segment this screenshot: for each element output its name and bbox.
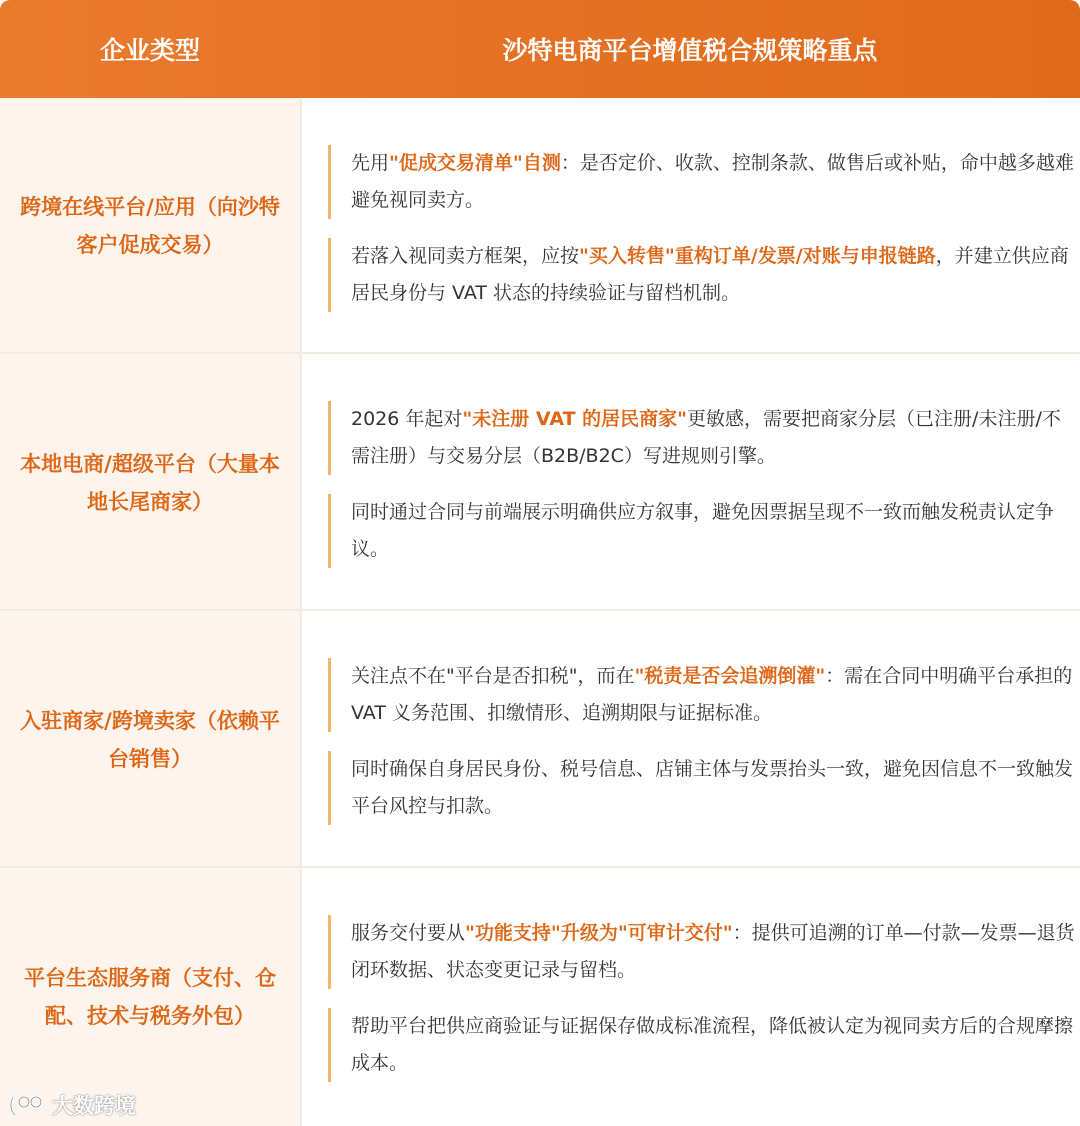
para-text: ：需在合同中明确平台承担的 VAT 义务范围、扣缴情形、追溯期限与证据标准。 — [351, 665, 1073, 724]
company-type-label: 跨境在线平台/应用（向沙特客户促成交易） — [20, 195, 280, 257]
para-text: 若落入视同卖方框架，应按 — [351, 245, 580, 267]
para-text: 关注点不在"平台是否扣税"，而在 — [351, 665, 635, 687]
table-row — [0, 98, 1080, 354]
table-row — [0, 868, 1080, 1126]
strategy-paragraph — [328, 658, 1079, 732]
para-highlight: "税责是否会追溯倒灌" — [634, 665, 826, 687]
header-col-strategy: 沙特电商平台增值税合规策略重点 — [502, 36, 878, 65]
para-text: 帮助平台把供应商验证与证据保存做成标准流程，降低被认定为视同卖方后的合规摩擦成本。 — [351, 1015, 1074, 1074]
company-type-cell — [0, 98, 300, 354]
watermark — [8, 1088, 136, 1122]
company-type-label: 本地电商/超级平台（大量本地长尾商家） — [20, 451, 280, 514]
para-text: ：提供可追溯的订单—付款—发票—退货闭环数据、状态变更记录与留档。 — [351, 922, 1075, 981]
strategy-cell — [302, 354, 1080, 611]
para-text: 更敏感，需要把商家分层（已注册/未注册/不需注册）与交易分层（B2B/B2C）写进规则引擎。 — [351, 408, 1061, 467]
strategy-paragraph — [328, 494, 1079, 568]
brand-logo-icon — [8, 1091, 48, 1119]
table-row — [0, 354, 1080, 611]
para-highlight: "促成交易清单"自测 — [389, 152, 561, 174]
para-text: ：是否定价、收款、控制条款、做售后或补贴，命中越多越难避免视同卖方。 — [351, 152, 1074, 211]
strategy-cell — [302, 611, 1080, 868]
company-type-label: 入驻商家/跨境卖家（依赖平台销售） — [20, 708, 280, 771]
para-highlight: "功能支持"升级为"可审计交付" — [465, 922, 733, 944]
watermark-text: 大数跨境 — [52, 1094, 136, 1118]
strategy-paragraph — [328, 238, 1079, 312]
para-text: 同时确保自身居民身份、税号信息、店铺主体与发票抬头一致，避免因信息不一致触发平台风控与扣款。 — [351, 758, 1074, 817]
para-text: 先用 — [351, 152, 390, 174]
strategy-cell — [302, 98, 1080, 354]
strategy-paragraph — [328, 1008, 1079, 1082]
para-text: 2026 年起对 — [351, 408, 463, 430]
strategy-paragraph — [328, 401, 1079, 475]
strategy-paragraph — [328, 145, 1079, 219]
strategy-cell — [302, 868, 1080, 1126]
para-text: ，并建立供应商居民身份与 VAT 状态的持续验证与留档机制。 — [351, 245, 1069, 304]
strategy-paragraph — [328, 915, 1079, 989]
para-text: 同时通过合同与前端展示明确供应方叙事，避免因票据呈现不一致而触发税责认定争议。 — [351, 501, 1055, 560]
para-highlight: "未注册 VAT 的居民商家" — [462, 408, 688, 430]
para-highlight: "买入转售"重构订单/发票/对账与申报链路 — [579, 245, 936, 267]
strategy-paragraph — [328, 751, 1079, 825]
company-type-label: 平台生态服务商（支付、仓配、技术与税务外包） — [24, 966, 276, 1028]
table-row — [0, 611, 1080, 868]
para-text: 服务交付要从 — [351, 922, 466, 944]
company-type-cell — [0, 611, 300, 868]
company-type-cell — [0, 354, 300, 611]
header-col-company-type: 企业类型 — [99, 36, 200, 65]
table-header — [0, 0, 1080, 98]
